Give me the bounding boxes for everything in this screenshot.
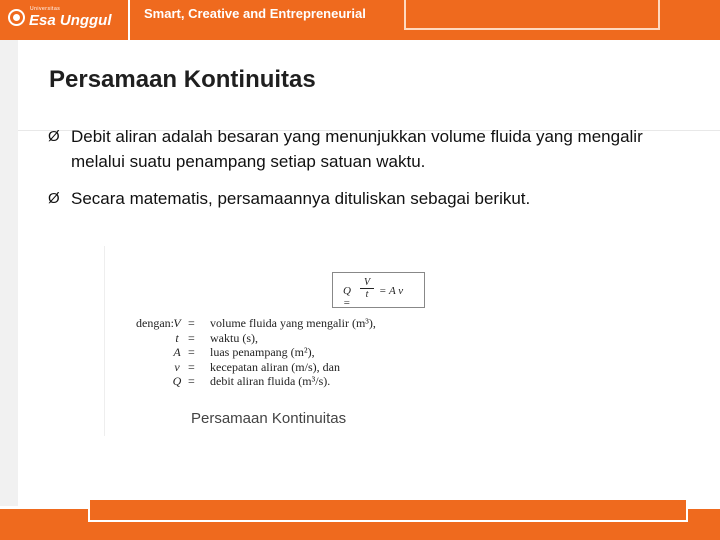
definition-symbol: A [173,345,181,360]
definition-description: waktu (s), [210,330,258,345]
definition-symbol: Q [172,374,182,389]
arrow-bullet-icon: Ø [48,128,60,145]
definition-equals: = [188,316,195,330]
logo-subtitle: Universitas [30,6,61,12]
footer-decoration [88,500,688,522]
bullet-text: Debit aliran adalah besaran yang menunjukkan volume fluida yang mengalir melalui suatu penampang setiap satuan waktu. [71,127,643,171]
definition-symbol: t [175,330,179,345]
logo-text: Esa Unggul [29,12,112,29]
definition-equals: = [188,330,195,345]
left-decoration-strip [0,40,18,510]
definition-description: debit aliran fluida (m³/s). [210,374,331,389]
definition-description: kecepatan aliran (m/s), dan [210,359,340,374]
formula-rhs: = A v [379,285,404,297]
header-bar [0,0,720,40]
definition-equals: = [188,345,195,360]
definition-symbol: V [173,316,181,330]
definition-description: luas penampang (m²), [210,345,315,360]
arrow-bullet-icon: Ø [48,190,60,207]
tagline: Smart, Creative and Entrepreneurial [144,6,366,21]
formula-denominator: t [365,289,369,300]
slide-title: Persamaan Kontinuitas [49,66,316,93]
formula-box [332,272,425,308]
formula-lhs: Q = [343,285,351,309]
definition-lead: dengan: [136,316,174,330]
logo [0,0,130,40]
figure-caption: Persamaan Kontinuitas [191,410,347,427]
logo-circle-icon [8,9,25,26]
formula-fraction [360,277,374,300]
definition-equals: = [188,374,195,389]
formula-numerator: V [360,277,374,289]
definition-description: volume fluida yang mengalir (m³), [210,316,376,330]
definition-symbol: v [174,359,180,374]
definition-equals: = [188,359,195,374]
bullet-text: Secara matematis, persamaannya dituliskan sebagai berikut. [71,189,531,208]
header-decoration [404,0,660,30]
